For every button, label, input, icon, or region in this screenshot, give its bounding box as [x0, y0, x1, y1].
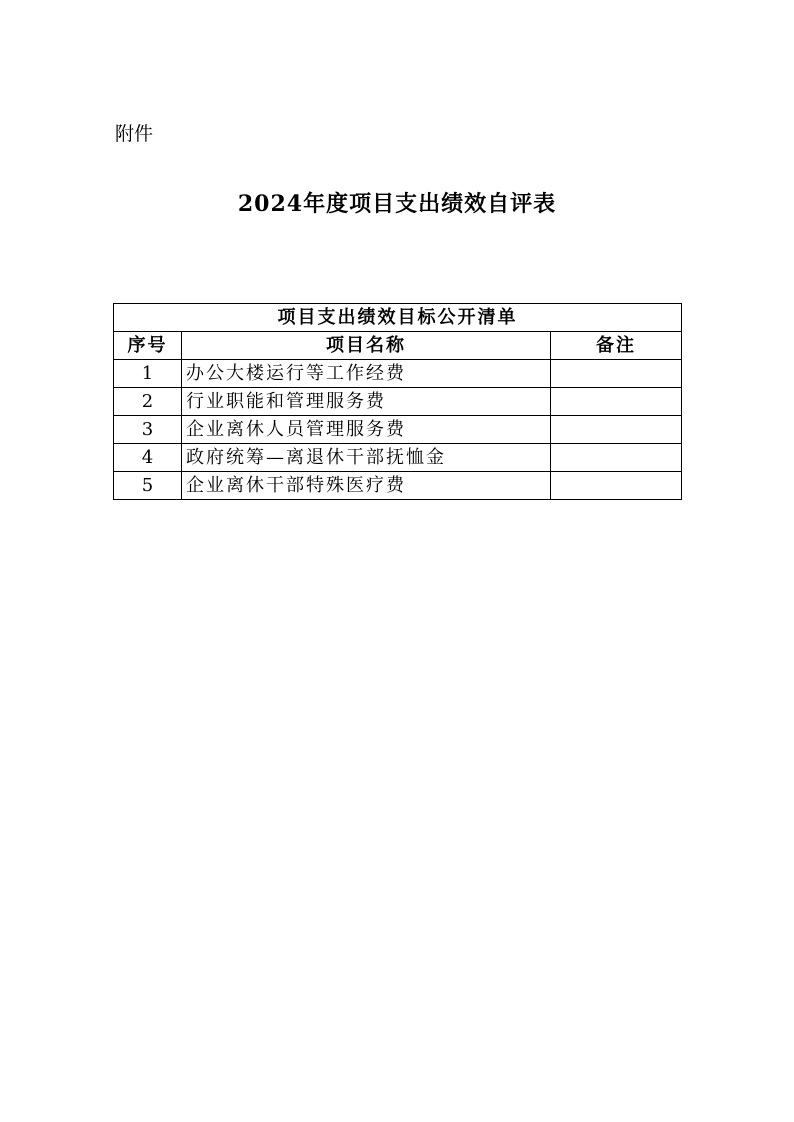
row-note — [551, 444, 682, 472]
table-row — [114, 472, 682, 500]
table-header-row — [114, 332, 682, 360]
row-name: 政府统筹—离退休干部抚恤金 — [182, 444, 551, 472]
row-note — [551, 360, 682, 388]
table-row — [114, 416, 682, 444]
table-caption: 项目支出绩效目标公开清单 — [114, 304, 682, 332]
performance-table — [113, 303, 682, 500]
table-caption-row — [114, 304, 682, 332]
row-note — [551, 472, 682, 500]
row-seq: 1 — [114, 360, 182, 388]
row-note — [551, 416, 682, 444]
row-name: 行业职能和管理服务费 — [182, 388, 551, 416]
row-name: 企业离休干部特殊医疗费 — [182, 472, 551, 500]
attachment-label: 附件 — [115, 123, 154, 145]
header-name: 项目名称 — [182, 332, 551, 360]
row-seq: 4 — [114, 444, 182, 472]
row-name: 办公大楼运行等工作经费 — [182, 360, 551, 388]
row-seq: 2 — [114, 388, 182, 416]
table-row — [114, 360, 682, 388]
header-note: 备注 — [551, 332, 682, 360]
table-row — [114, 388, 682, 416]
page-title: 2024年度项目支出绩效自评表 — [237, 191, 557, 217]
row-name: 企业离休人员管理服务费 — [182, 416, 551, 444]
row-seq: 5 — [114, 472, 182, 500]
row-note — [551, 388, 682, 416]
table-row — [114, 444, 682, 472]
row-seq: 3 — [114, 416, 182, 444]
header-seq: 序号 — [114, 332, 182, 360]
